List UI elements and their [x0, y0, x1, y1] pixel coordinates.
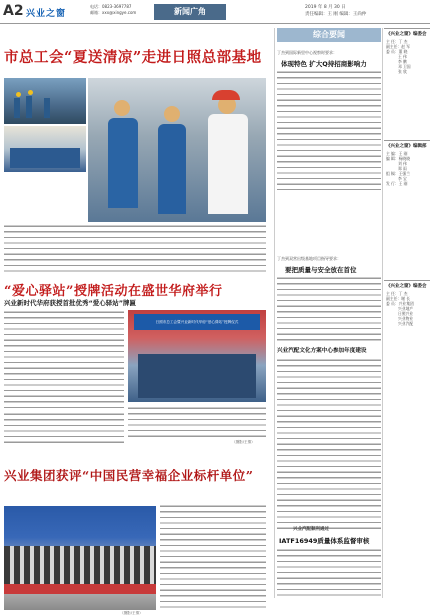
editorial-dept-box	[384, 140, 430, 186]
dept-row: 发 行：王 刚	[386, 181, 408, 186]
committee-row: 主 任：丁 杰	[386, 291, 408, 296]
photo-award-ceremony	[4, 506, 156, 610]
photo-workers-small	[4, 78, 86, 124]
dateline	[305, 4, 366, 18]
committee-row: 委 员：兴业集团	[386, 301, 414, 306]
article-title-1: 体现特色 扩大Q持招商影响力	[281, 60, 367, 68]
board-row: 王 伟	[398, 54, 407, 59]
article-body-mid-1	[277, 70, 381, 190]
committee-row: 兴业汽配	[398, 321, 414, 326]
article-kicker-4: 兴业汽配顺利通过	[293, 527, 329, 532]
board-row: 副主任：赵 军	[386, 44, 410, 49]
photo-credit-3: （摄影/王倩）	[120, 611, 143, 615]
article-body-2c	[4, 412, 124, 446]
column-divider	[274, 28, 275, 598]
headline-happy-enterprise: 兴业集团获评“中国民营幸福企业标杆单位”	[4, 468, 254, 483]
newspaper-logo: 兴业之窗	[26, 9, 67, 19]
committee-row: 日照兴业	[398, 311, 414, 316]
committee-row: 兴业物业	[398, 316, 414, 321]
article-body-3	[160, 504, 266, 608]
board-row: 委 员：董 晓	[386, 49, 408, 54]
article-title-4: IATF16949质量体系监督审核	[279, 537, 370, 545]
column-divider	[382, 28, 383, 598]
board-row: 邓 卫国	[398, 64, 411, 69]
board-row: 主 任：丁 杰	[386, 39, 408, 44]
page-number: A2	[3, 3, 24, 19]
article-body-mid-3	[277, 358, 381, 530]
editorial-board-box	[384, 28, 430, 74]
board-row: 张 欣	[398, 69, 407, 74]
section-title: 新闻广角	[154, 4, 226, 20]
article-kicker-2: 丁杰到双营出级基地项目指导要求：	[277, 256, 341, 261]
dept-row: 编 辑：杨晓晓	[386, 156, 410, 161]
editorial-dept-heading: 《兴业之窗》编辑部	[386, 144, 427, 149]
editor-credit: 责任编辑：王 刚 编辑：王尚仲	[305, 12, 367, 17]
dept-row: 郑 雨	[398, 166, 407, 171]
right-column	[384, 28, 430, 602]
contact-info	[90, 4, 136, 16]
contact-email: 邮箱：xxx@xingye.com	[90, 10, 137, 15]
photo-love-station-ceremony	[128, 310, 266, 402]
article-body-2b	[128, 406, 266, 440]
dept-row: 李 宝	[398, 176, 407, 181]
article-title-3: 兴业汽配文化方案中心参加年度建设	[277, 348, 367, 354]
subhead-love-station: 兴业新时代华府获授首批优秀“爱心驿站”牌匾	[4, 299, 137, 307]
article-kicker-1: 丁杰到国际新里中心视察时要求：	[277, 50, 337, 55]
article-body-mid-4	[277, 548, 381, 600]
editorial-board-heading: 《兴业之窗》编委会	[386, 32, 427, 37]
article-body-2a	[4, 310, 124, 410]
middle-column	[277, 28, 381, 602]
section-banner: 综合要闻	[277, 28, 381, 42]
dept-row: 组 稿：王强兰	[386, 171, 410, 176]
committee-row: 兴业地产	[398, 306, 414, 311]
article-body-1	[4, 224, 266, 276]
article-title-2: 要把质量与安全放在首位	[285, 266, 357, 274]
dept-row: 刘 伟	[398, 161, 407, 166]
committee-row: 副主任：谢 长	[386, 296, 410, 301]
contact-phone: 电话：0823-3697787	[90, 4, 132, 9]
photo-workers-group	[4, 126, 86, 172]
board-row: 李 鹏	[398, 59, 407, 64]
masthead	[0, 0, 430, 24]
dept-row: 主 编：王 刚	[386, 151, 408, 156]
committee-box	[384, 280, 430, 326]
headline-summer-cooling: 市总工会“夏送清凉”走进日照总部基地	[4, 49, 262, 66]
article-body-mid-2	[277, 276, 381, 342]
photo-credit-2: （摄影/王倩）	[232, 440, 255, 444]
issue-date: 2019 年 8 月 30 日	[305, 5, 346, 10]
ceremony-banner: 日照市总工会暨兴业新时代华府“爱心驿站”授牌仪式	[134, 314, 260, 330]
committee-heading: 《兴业之窗》编委会	[386, 284, 427, 289]
headline-love-station: “爱心驿站”授牌活动在盛世华府举行	[4, 284, 223, 299]
photo-cooling-handout	[88, 78, 266, 222]
